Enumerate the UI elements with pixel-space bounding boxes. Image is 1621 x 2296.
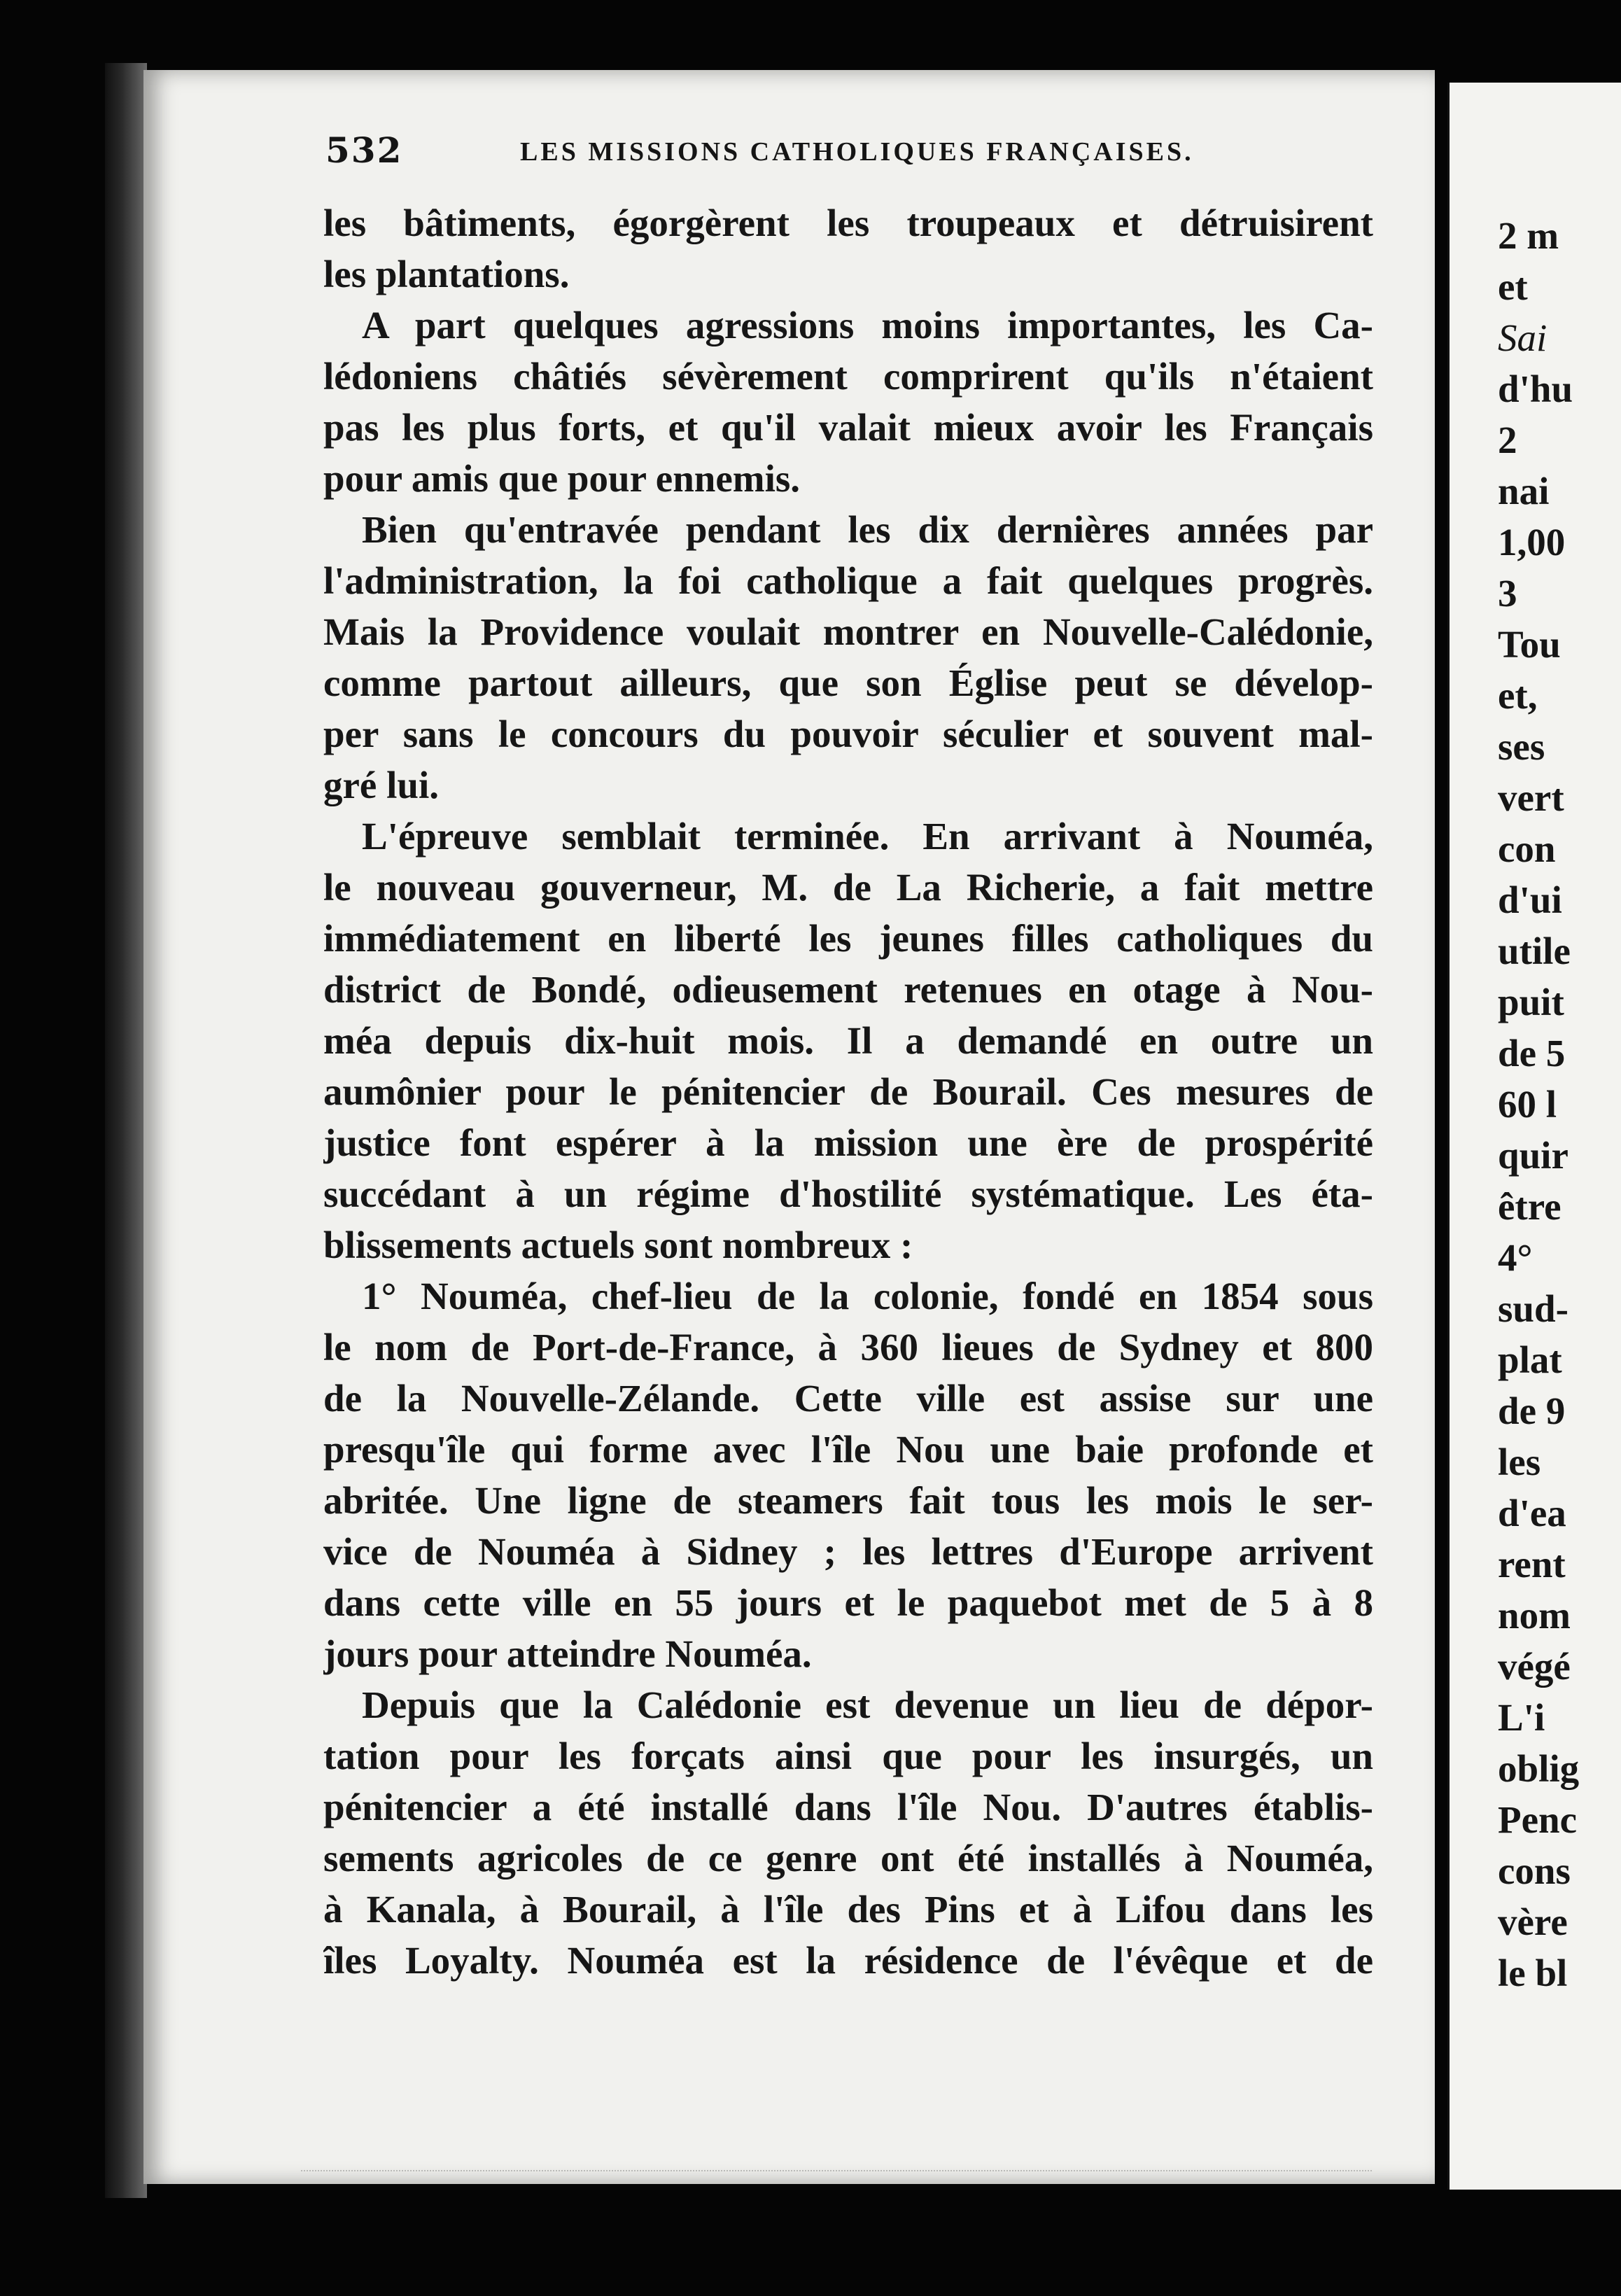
right-text-line: 4°: [1498, 1236, 1533, 1279]
right-text-line: sud-: [1498, 1287, 1569, 1330]
right-text-line: 2 m: [1498, 214, 1559, 257]
text-line: les bâtiments, égorgèrent les troupeaux et détruisirent: [323, 202, 1373, 244]
text-line: Depuis que la Calédonie est devenue un lieu de dépor-: [362, 1684, 1373, 1726]
right-text-line: plat: [1498, 1338, 1562, 1381]
text-line: 1° Nouméa, chef-lieu de la colonie, fondé en 1854 sous: [362, 1275, 1373, 1317]
text-line: Mais la Providence voulait montrer en Nouvelle-Calédonie,: [323, 610, 1373, 653]
text-line: aumônier pour le pénitencier de Bourail. Ces mesures de: [323, 1070, 1373, 1113]
text-line: lédoniens châtiés sévèrement comprirent qu'ils n'étaient: [323, 355, 1373, 398]
text-line: sements agricoles de ce genre ont été installés à Nouméa,: [323, 1837, 1373, 1879]
right-text-line: le bl: [1498, 1952, 1568, 1994]
text-line: blissements actuels sont nombreux :: [323, 1224, 913, 1266]
right-text-line: L'i: [1498, 1696, 1545, 1739]
right-text-line: nom: [1498, 1594, 1571, 1637]
body-text: [323, 197, 1373, 1986]
text-line: per sans le concours du pouvoir séculier et souvent mal-: [323, 713, 1373, 755]
text-line: jours pour atteindre Nouméa.: [323, 1632, 812, 1675]
text-line: méa depuis dix-huit mois. Il a demandé en outre un: [323, 1019, 1373, 1062]
right-page-column: [1498, 210, 1621, 1998]
right-text-line: 1,00: [1498, 521, 1566, 564]
text-line: justice font espérer à la mission une ère de prospérité: [323, 1121, 1373, 1164]
right-text-line: de 5: [1498, 1032, 1566, 1074]
text-line: dans cette ville en 55 jours et le paquebot met de 5 à 8: [323, 1581, 1373, 1624]
text-line: l'administration, la foi catholique a fait quelques progrès.: [323, 559, 1373, 602]
text-line: immédiatement en liberté les jeunes filles catholiques du: [323, 917, 1373, 960]
text-line: pas les plus forts, et qu'il valait mieux avoir les Français: [323, 406, 1373, 449]
right-text-line: les: [1498, 1441, 1541, 1483]
right-text-line: d'ea: [1498, 1492, 1566, 1534]
right-text-line: de 9: [1498, 1390, 1566, 1432]
text-line: district de Bondé, odieusement retenues en otage à Nou-: [323, 968, 1373, 1011]
right-text-line: oblig: [1498, 1747, 1580, 1790]
text-line: abritée. Une ligne de steamers fait tous les mois le ser-: [323, 1479, 1373, 1522]
right-text-line: rent: [1498, 1543, 1566, 1586]
text-line: pour amis que pour ennemis.: [323, 457, 801, 500]
text-line: le nouveau gouverneur, M. de La Richerie, a fait mettre: [323, 866, 1373, 909]
right-text-line: puit: [1498, 981, 1564, 1023]
text-line: les plantations.: [323, 253, 570, 295]
text-line: le nom de Port-de-France, à 360 lieues de Sydney et 800: [323, 1326, 1373, 1368]
right-text-line: d'ui: [1498, 878, 1562, 921]
text-line: presqu'île qui forme avec l'île Nou une baie profonde et: [323, 1428, 1373, 1471]
right-text-line: vère: [1498, 1900, 1568, 1943]
right-text-line: vert: [1498, 776, 1564, 819]
book-binding: [105, 63, 147, 2198]
text-line: gré lui.: [323, 764, 439, 806]
right-text-line: cons: [1498, 1849, 1571, 1892]
right-text-line: Tou: [1498, 623, 1561, 666]
right-text-line: être: [1498, 1185, 1562, 1228]
text-line: îles Loyalty. Nouméa est la résidence de l'évêque et de: [323, 1939, 1373, 1982]
right-text-line: 3: [1498, 572, 1517, 615]
text-line: comme partout ailleurs, que son Église peut se dévelop-: [323, 662, 1373, 704]
text-line: de la Nouvelle-Zélande. Cette ville est assise sur une: [323, 1377, 1373, 1420]
right-text-line: con: [1498, 827, 1556, 870]
right-text-line: Sai: [1498, 316, 1548, 359]
text-line: pénitencier a été installé dans l'île Nou. D'autres établis-: [323, 1786, 1373, 1828]
right-text-line: Penc: [1498, 1798, 1578, 1841]
right-text-line: d'hu: [1498, 368, 1573, 410]
right-text-line: et,: [1498, 674, 1538, 717]
right-text-line: nai: [1498, 470, 1550, 512]
text-line: A part quelques agressions moins importantes, les Ca-: [362, 304, 1373, 346]
text-line: L'épreuve semblait terminée. En arrivant à Nouméa,: [362, 815, 1373, 858]
running-header: [325, 130, 1375, 172]
right-text-line: ses: [1498, 725, 1545, 768]
page-bottom-specks: [301, 2170, 1372, 2178]
text-line: tation pour les forçats ainsi que pour les insurgés, un: [323, 1735, 1373, 1777]
right-text-line: et: [1498, 265, 1528, 308]
right-text-line: 2: [1498, 419, 1517, 461]
page-number: 532: [325, 130, 403, 171]
text-line: succédant à un régime d'hostilité systématique. Les éta-: [323, 1172, 1373, 1215]
right-text-line: 60 l: [1498, 1083, 1557, 1126]
text-line: vice de Nouméa à Sidney ; les lettres d'Europe arrivent: [323, 1530, 1373, 1573]
text-line: à Kanala, à Bourail, à l'île des Pins et à Lifou dans les: [323, 1888, 1373, 1931]
right-text-line: quir: [1498, 1134, 1569, 1177]
right-text-line: utile: [1498, 930, 1571, 972]
text-line: Bien qu'entravée pendant les dix dernières années par: [362, 508, 1373, 551]
right-text-line: végé: [1498, 1645, 1571, 1688]
running-title: LES MISSIONS CATHOLIQUES FRANÇAISES.: [520, 137, 1194, 167]
